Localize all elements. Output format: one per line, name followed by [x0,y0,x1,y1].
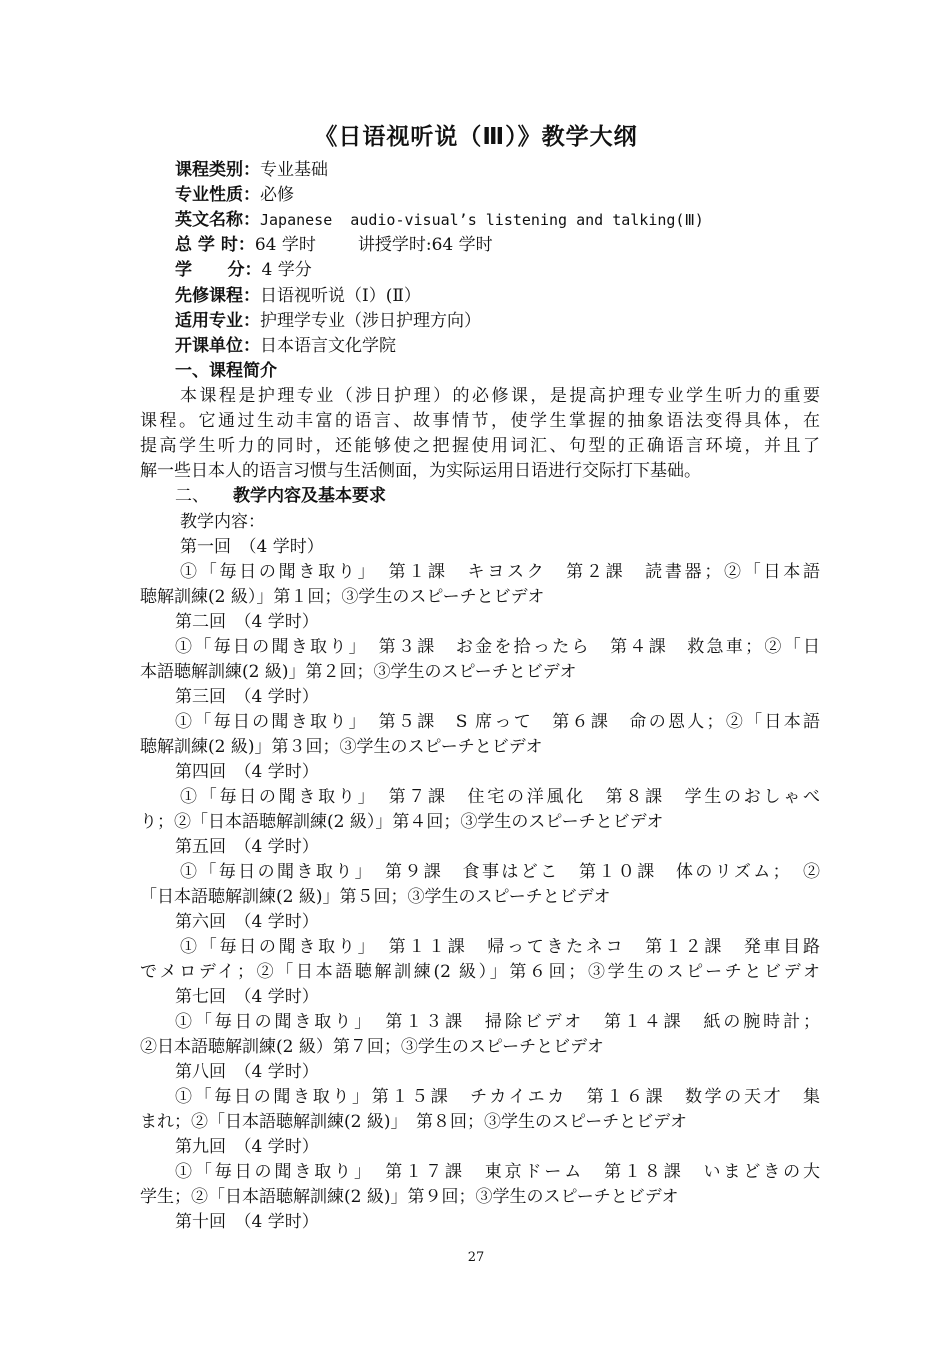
session-line: ①「毎日の聞き取り」 第１３課 掃除ビデオ 第１４課 紙の腕時計； [175,1012,820,1032]
meta-value: 日语视听说（Ⅰ）(Ⅱ） [260,286,421,306]
meta-label: 专业性质： [175,185,260,205]
session-line: ②日本語聴解訓練(2 級）第７回；③学生のスピーチとビデオ [140,1037,604,1057]
meta-value: 护理学专业（涉日护理方向） [260,311,481,331]
session-line: ①「毎日の聞き取り」 第１１課 帰ってきたネコ 第１２課 発車目路 [180,937,820,957]
session-heading: 第一回 （4 学时） [180,537,324,557]
session-heading: 第十回 （4 学时） [175,1212,319,1232]
session-line: ①「毎日の聞き取り」 第９課 食事はどこ 第１０課 体のリズム； ② [180,862,820,882]
session-line: ①「毎日の聞き取り」 第１課 キヨスク 第２課 読書器；②「日本語 [180,562,820,582]
meta-prereq [175,284,820,309]
meta-value: Japanese audio-visual’s listening and talking(Ⅲ) [260,211,704,229]
meta-lecture-hours: 讲授学时:64 学时 [357,235,493,255]
document-title: 《日语视听说（Ⅲ）》教学大纲 [314,124,638,150]
meta-label: 开课单位： [175,336,260,356]
meta-value: 专业基础 [260,160,328,180]
session-line: 本語聴解訓練(2 級)」第２回；③学生のスピーチとビデオ [140,662,577,682]
meta-label: 适用专业： [175,311,260,331]
meta-label: 总 学 时： [175,235,255,255]
session-line: 「日本語聴解訓練(2 級)」第５回；③学生のスピーチとビデオ [140,887,611,907]
session-line: 学生；②「日本語聴解訓練(2 級)」第９回；③学生のスピーチとビデオ [140,1187,679,1207]
section2-heading [175,484,820,509]
session-line: ①「毎日の聞き取り」 第７課 住宅の洋風化 第８課 学生のおしゃべ [180,787,820,807]
section2-number: 二、 [175,486,209,506]
meta-label: 课程类别： [175,160,260,180]
session-line: ①「毎日の聞き取り」第１５課 チカイエカ 第１６課 数学の天才 集 [175,1087,820,1107]
section1-line: 提高学生听力的同时，还能够使之把握使用词汇、句型的正确语言环境，并且了 [140,436,820,456]
section1-heading: 一、课程简介 [175,361,277,381]
section1-line: 课程。它通过生动丰富的语言、故事情节，使学生掌握的抽象语法变得具体，在 [140,411,820,431]
meta-category [175,158,820,183]
meta-value: 必修 [260,185,294,205]
session-line: り；②「日本語聴解訓練(2 級）」第４回；③学生のスピーチとビデオ [140,812,664,832]
section1-line: 解一些日本人的语言习惯与生活侧面，为实际运用日语进行交际打下基础。 [140,461,701,481]
session-heading: 第九回 （4 学时） [175,1137,319,1157]
section2-title: 教学内容及基本要求 [233,486,386,506]
session-heading: 第三回 （4 学时） [175,687,319,707]
session-heading: 第六回 （4 学时） [175,912,319,932]
meta-value: 日本语言文化学院 [260,336,396,356]
meta-label: 学 分： [175,260,262,280]
session-heading: 第五回 （4 学时） [175,837,319,857]
session-heading: 第二回 （4 学时） [175,612,319,632]
session-line: ①「毎日の聞き取り」 第１７課 東京ドーム 第１８課 いまどきの大 [175,1162,820,1182]
session-line: 聴解訓練(2 級)」第３回；③学生のスピーチとビデオ [140,737,543,757]
meta-hours [175,233,820,258]
meta-label: 英文名称： [175,210,260,230]
session-line: 聴解訓練(2 級）」第１回；③学生のスピーチとビデオ [140,587,545,607]
meta-value: 64 学时 [254,235,316,255]
meta-value: 4 学分 [261,260,312,280]
meta-nature [175,183,820,208]
session-line: でメロデイ；②「日本語聴解訓練(2 級）」第６回；③学生のスピーチとビデオ [140,962,820,982]
meta-label: 先修课程： [175,286,260,306]
session-heading: 第八回 （4 学时） [175,1062,319,1082]
meta-unit [175,334,820,359]
teaching-content-label: 教学内容： [180,512,265,532]
session-heading: 第四回 （4 学时） [175,762,319,782]
session-line: まれ；②「日本語聴解訓練(2 級)」 第８回；③学生のスピーチとビデオ [140,1112,687,1132]
section1-line: 本课程是护理专业（涉日护理）的必修课，是提高护理专业学生听力的重要 [180,386,820,406]
meta-credits [175,258,820,283]
meta-major [175,309,820,334]
session-line: ①「毎日の聞き取り」 第５課 S 席って 第６課 命の恩人；②「日本語 [175,712,820,732]
session-line: ①「毎日の聞き取り」 第３課 お金を拾ったら 第４課 救急車；②「日 [175,637,820,657]
meta-english [175,208,820,233]
page-number: 27 [467,1250,485,1265]
session-heading: 第七回 （4 学时） [175,987,319,1007]
